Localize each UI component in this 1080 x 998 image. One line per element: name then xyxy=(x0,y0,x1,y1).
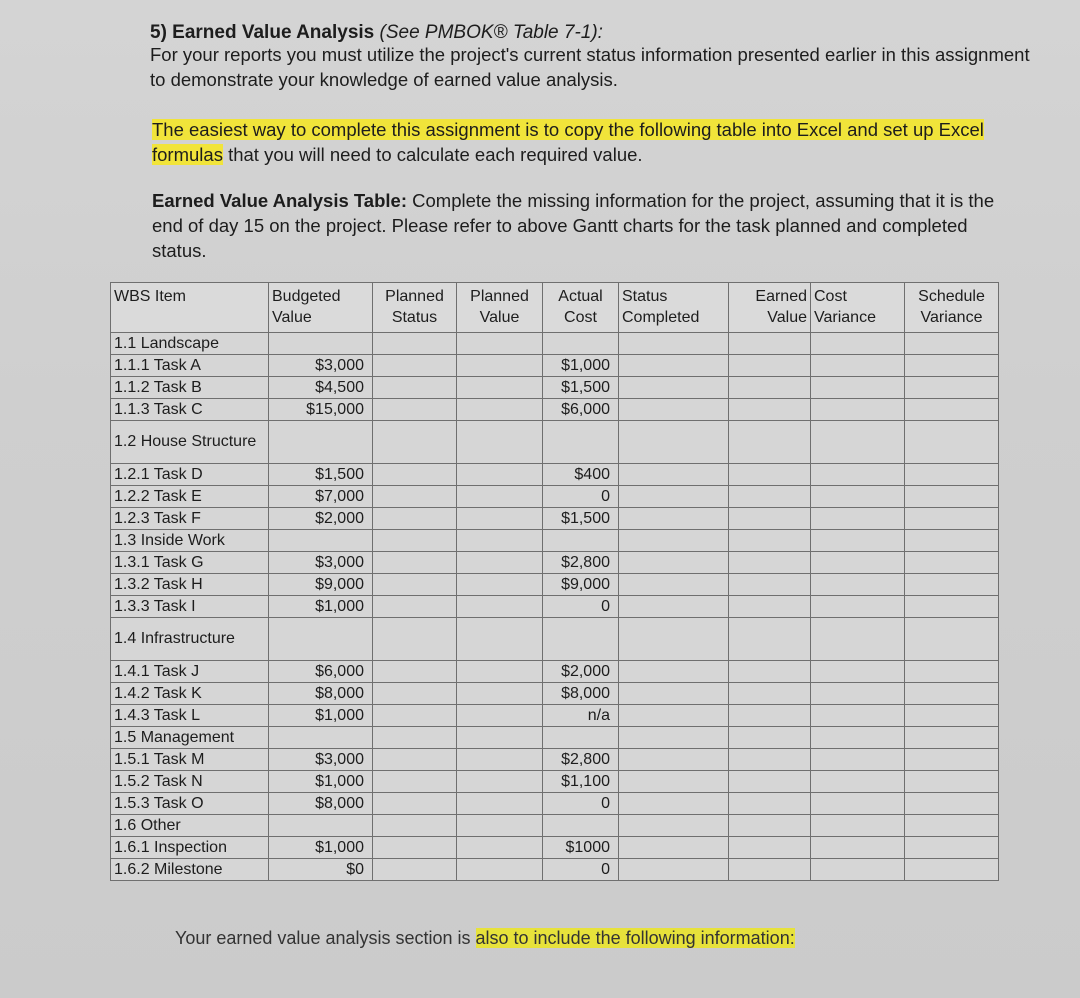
earned-value-table xyxy=(110,282,999,881)
earned-value-cell xyxy=(729,793,811,815)
budgeted-value-cell: $1,000 xyxy=(269,771,373,793)
schedule-variance-cell xyxy=(905,596,999,618)
actual-cost-cell: $2,000 xyxy=(543,661,619,683)
table-row xyxy=(111,333,999,355)
actual-cost-cell: $8,000 xyxy=(543,683,619,705)
schedule-variance-cell xyxy=(905,486,999,508)
earned-value-cell xyxy=(729,355,811,377)
table-row xyxy=(111,421,999,464)
cost-variance-cell xyxy=(811,574,905,596)
earned-value-cell xyxy=(729,574,811,596)
planned-status-cell xyxy=(373,859,457,881)
budgeted-value-cell xyxy=(269,333,373,355)
wbs-item-cell: 1.2.1 Task D xyxy=(111,464,269,486)
planned-status-cell xyxy=(373,727,457,749)
budgeted-value-cell: $1,000 xyxy=(269,705,373,727)
cost-variance-cell xyxy=(811,596,905,618)
planned-value-cell xyxy=(457,508,543,530)
cost-variance-cell xyxy=(811,333,905,355)
planned-status-cell xyxy=(373,815,457,837)
wbs-item-cell: 1.6.2 Milestone xyxy=(111,859,269,881)
earned-value-cell xyxy=(729,815,811,837)
budgeted-value-cell xyxy=(269,530,373,552)
schedule-variance-cell xyxy=(905,530,999,552)
table-row xyxy=(111,837,999,859)
planned-value-cell xyxy=(457,705,543,727)
schedule-variance-cell xyxy=(905,552,999,574)
actual-cost-cell: $9,000 xyxy=(543,574,619,596)
status-completed-cell xyxy=(619,727,729,749)
budgeted-value-cell xyxy=(269,815,373,837)
table-row xyxy=(111,486,999,508)
table-row xyxy=(111,749,999,771)
planned-value-cell xyxy=(457,749,543,771)
planned-value-cell xyxy=(457,464,543,486)
wbs-item-cell: 1.1 Landscape xyxy=(111,333,269,355)
planned-status-cell xyxy=(373,574,457,596)
planned-status-cell xyxy=(373,508,457,530)
wbs-item-cell: 1.3.2 Task H xyxy=(111,574,269,596)
earned-value-cell xyxy=(729,530,811,552)
status-completed-cell xyxy=(619,859,729,881)
table-row xyxy=(111,596,999,618)
table-row xyxy=(111,661,999,683)
budgeted-value-cell: $1,000 xyxy=(269,837,373,859)
tip-rest: that you will need to calculate each required value. xyxy=(222,144,643,165)
planned-value-cell xyxy=(457,618,543,661)
status-completed-cell xyxy=(619,464,729,486)
budgeted-value-cell: $0 xyxy=(269,859,373,881)
col-header: Cost Variance xyxy=(811,283,905,333)
budgeted-value-cell: $6,000 xyxy=(269,661,373,683)
table-row xyxy=(111,530,999,552)
wbs-item-cell: 1.4 Infrastructure xyxy=(111,618,269,661)
table-row xyxy=(111,377,999,399)
budgeted-value-cell: $1,000 xyxy=(269,596,373,618)
planned-status-cell xyxy=(373,837,457,859)
earned-value-cell xyxy=(729,618,811,661)
wbs-item-cell: 1.3.3 Task I xyxy=(111,596,269,618)
earned-value-cell xyxy=(729,552,811,574)
table-row xyxy=(111,464,999,486)
planned-status-cell xyxy=(373,661,457,683)
table-row xyxy=(111,815,999,837)
actual-cost-cell: 0 xyxy=(543,596,619,618)
planned-value-cell xyxy=(457,815,543,837)
planned-value-cell xyxy=(457,661,543,683)
schedule-variance-cell xyxy=(905,837,999,859)
table-instructions xyxy=(152,188,1012,263)
actual-cost-cell xyxy=(543,333,619,355)
cost-variance-cell xyxy=(811,771,905,793)
actual-cost-cell: 0 xyxy=(543,793,619,815)
col-header: Budgeted Value xyxy=(269,283,373,333)
actual-cost-cell: $400 xyxy=(543,464,619,486)
wbs-item-cell: 1.4.2 Task K xyxy=(111,683,269,705)
cost-variance-cell xyxy=(811,683,905,705)
schedule-variance-cell xyxy=(905,333,999,355)
planned-value-cell xyxy=(457,377,543,399)
cost-variance-cell xyxy=(811,486,905,508)
planned-value-cell xyxy=(457,596,543,618)
actual-cost-cell: $1000 xyxy=(543,837,619,859)
earned-value-cell xyxy=(729,859,811,881)
planned-status-cell xyxy=(373,399,457,421)
col-header: Planned Status xyxy=(373,283,457,333)
actual-cost-cell: $1,500 xyxy=(543,508,619,530)
earned-value-cell xyxy=(729,377,811,399)
schedule-variance-cell xyxy=(905,421,999,464)
earned-value-cell xyxy=(729,333,811,355)
earned-value-cell xyxy=(729,837,811,859)
planned-value-cell xyxy=(457,333,543,355)
wbs-item-cell: 1.4.1 Task J xyxy=(111,661,269,683)
status-completed-cell xyxy=(619,705,729,727)
planned-status-cell xyxy=(373,596,457,618)
table-row xyxy=(111,399,999,421)
col-header: Status Completed xyxy=(619,283,729,333)
planned-status-cell xyxy=(373,771,457,793)
status-completed-cell xyxy=(619,486,729,508)
planned-status-cell xyxy=(373,552,457,574)
status-completed-cell xyxy=(619,661,729,683)
cost-variance-cell xyxy=(811,464,905,486)
actual-cost-cell xyxy=(543,815,619,837)
table-row xyxy=(111,355,999,377)
status-completed-cell xyxy=(619,574,729,596)
budgeted-value-cell: $8,000 xyxy=(269,793,373,815)
schedule-variance-cell xyxy=(905,727,999,749)
planned-status-cell xyxy=(373,464,457,486)
wbs-item-cell: 1.2.3 Task F xyxy=(111,508,269,530)
cost-variance-cell xyxy=(811,421,905,464)
col-header: Actual Cost xyxy=(543,283,619,333)
budgeted-value-cell: $15,000 xyxy=(269,399,373,421)
status-completed-cell xyxy=(619,399,729,421)
table-row xyxy=(111,727,999,749)
planned-value-cell xyxy=(457,837,543,859)
table-row xyxy=(111,618,999,661)
status-completed-cell xyxy=(619,508,729,530)
planned-status-cell xyxy=(373,486,457,508)
planned-status-cell xyxy=(373,333,457,355)
earned-value-cell xyxy=(729,508,811,530)
col-header: Planned Value xyxy=(457,283,543,333)
col-header: WBS Item xyxy=(111,283,269,333)
table-row xyxy=(111,705,999,727)
cost-variance-cell xyxy=(811,530,905,552)
planned-value-cell xyxy=(457,771,543,793)
actual-cost-cell: $1,100 xyxy=(543,771,619,793)
cost-variance-cell xyxy=(811,508,905,530)
wbs-item-cell: 1.4.3 Task L xyxy=(111,705,269,727)
cost-variance-cell xyxy=(811,355,905,377)
planned-status-cell xyxy=(373,618,457,661)
actual-cost-cell: $2,800 xyxy=(543,552,619,574)
actual-cost-cell: $1,500 xyxy=(543,377,619,399)
intro-paragraph: For your reports you must utilize the project's current status information presented earlier in this assignment to demonstrate your knowledge of earned value analysis. xyxy=(150,44,1030,90)
table-row xyxy=(111,793,999,815)
planned-value-cell xyxy=(457,793,543,815)
earned-value-cell xyxy=(729,399,811,421)
status-completed-cell xyxy=(619,793,729,815)
schedule-variance-cell xyxy=(905,377,999,399)
table-title-bold: Earned Value Analysis Table: xyxy=(152,190,407,211)
budgeted-value-cell: $3,000 xyxy=(269,552,373,574)
budgeted-value-cell: $2,000 xyxy=(269,508,373,530)
planned-status-cell xyxy=(373,421,457,464)
actual-cost-cell: $6,000 xyxy=(543,399,619,421)
wbs-item-cell: 1.5.2 Task N xyxy=(111,771,269,793)
budgeted-value-cell xyxy=(269,727,373,749)
schedule-variance-cell xyxy=(905,771,999,793)
cost-variance-cell xyxy=(811,399,905,421)
budgeted-value-cell: $3,000 xyxy=(269,749,373,771)
schedule-variance-cell xyxy=(905,508,999,530)
earned-value-cell xyxy=(729,596,811,618)
schedule-variance-cell xyxy=(905,661,999,683)
status-completed-cell xyxy=(619,377,729,399)
planned-status-cell xyxy=(373,530,457,552)
footer-text xyxy=(175,928,975,949)
wbs-item-cell: 1.5.1 Task M xyxy=(111,749,269,771)
wbs-item-cell: 1.2 House Structure xyxy=(111,421,269,464)
earned-value-cell xyxy=(729,705,811,727)
wbs-item-cell: 1.1.1 Task A xyxy=(111,355,269,377)
actual-cost-cell: 0 xyxy=(543,486,619,508)
planned-status-cell xyxy=(373,683,457,705)
table-header-row xyxy=(111,283,999,333)
status-completed-cell xyxy=(619,618,729,661)
status-completed-cell xyxy=(619,837,729,859)
status-completed-cell xyxy=(619,771,729,793)
wbs-item-cell: 1.6 Other xyxy=(111,815,269,837)
planned-status-cell xyxy=(373,793,457,815)
cost-variance-cell xyxy=(811,837,905,859)
schedule-variance-cell xyxy=(905,705,999,727)
table-row xyxy=(111,508,999,530)
wbs-item-cell: 1.6.1 Inspection xyxy=(111,837,269,859)
status-completed-cell xyxy=(619,815,729,837)
schedule-variance-cell xyxy=(905,749,999,771)
actual-cost-cell: 0 xyxy=(543,859,619,881)
cost-variance-cell xyxy=(811,749,905,771)
cost-variance-cell xyxy=(811,793,905,815)
table-row xyxy=(111,859,999,881)
planned-status-cell xyxy=(373,377,457,399)
status-completed-cell xyxy=(619,333,729,355)
actual-cost-cell: $1,000 xyxy=(543,355,619,377)
col-header: Earned Value xyxy=(729,283,811,333)
budgeted-value-cell: $7,000 xyxy=(269,486,373,508)
tip-paragraph xyxy=(152,117,992,167)
earned-value-cell xyxy=(729,421,811,464)
actual-cost-cell: $2,800 xyxy=(543,749,619,771)
earned-value-cell xyxy=(729,683,811,705)
planned-value-cell xyxy=(457,399,543,421)
planned-value-cell xyxy=(457,727,543,749)
earned-value-cell xyxy=(729,749,811,771)
cost-variance-cell xyxy=(811,618,905,661)
earned-value-cell xyxy=(729,464,811,486)
budgeted-value-cell: $1,500 xyxy=(269,464,373,486)
section-title: 5) Earned Value Analysis xyxy=(150,22,375,43)
cost-variance-cell xyxy=(811,377,905,399)
budgeted-value-cell: $3,000 xyxy=(269,355,373,377)
schedule-variance-cell xyxy=(905,355,999,377)
wbs-item-cell: 1.1.2 Task B xyxy=(111,377,269,399)
table-row xyxy=(111,574,999,596)
schedule-variance-cell xyxy=(905,618,999,661)
actual-cost-cell: n/a xyxy=(543,705,619,727)
cost-variance-cell xyxy=(811,815,905,837)
footer-plain: Your earned value analysis section is xyxy=(175,928,476,948)
schedule-variance-cell xyxy=(905,815,999,837)
wbs-item-cell: 1.5 Management xyxy=(111,727,269,749)
schedule-variance-cell xyxy=(905,464,999,486)
actual-cost-cell xyxy=(543,618,619,661)
planned-status-cell xyxy=(373,749,457,771)
planned-value-cell xyxy=(457,574,543,596)
status-completed-cell xyxy=(619,355,729,377)
tip-highlight: The easiest way to complete this assignment is to copy the following table into Excel and set up Excel formulas xyxy=(152,119,984,165)
wbs-item-cell: 1.2.2 Task E xyxy=(111,486,269,508)
earned-value-cell xyxy=(729,486,811,508)
planned-value-cell xyxy=(457,486,543,508)
status-completed-cell xyxy=(619,596,729,618)
planned-value-cell xyxy=(457,859,543,881)
cost-variance-cell xyxy=(811,727,905,749)
budgeted-value-cell: $9,000 xyxy=(269,574,373,596)
table-row xyxy=(111,771,999,793)
cost-variance-cell xyxy=(811,705,905,727)
schedule-variance-cell xyxy=(905,683,999,705)
earned-value-cell xyxy=(729,661,811,683)
status-completed-cell xyxy=(619,530,729,552)
budgeted-value-cell: $4,500 xyxy=(269,377,373,399)
planned-value-cell xyxy=(457,355,543,377)
cost-variance-cell xyxy=(811,661,905,683)
schedule-variance-cell xyxy=(905,859,999,881)
budgeted-value-cell xyxy=(269,421,373,464)
wbs-item-cell: 1.1.3 Task C xyxy=(111,399,269,421)
footer-highlight: also to include the following information: xyxy=(475,928,795,948)
schedule-variance-cell xyxy=(905,793,999,815)
cost-variance-cell xyxy=(811,552,905,574)
table-row xyxy=(111,683,999,705)
planned-value-cell xyxy=(457,552,543,574)
budgeted-value-cell xyxy=(269,618,373,661)
cost-variance-cell xyxy=(811,859,905,881)
planned-status-cell xyxy=(373,705,457,727)
planned-status-cell xyxy=(373,355,457,377)
earned-value-cell xyxy=(729,727,811,749)
schedule-variance-cell xyxy=(905,574,999,596)
schedule-variance-cell xyxy=(905,399,999,421)
wbs-item-cell: 1.5.3 Task O xyxy=(111,793,269,815)
status-completed-cell xyxy=(619,421,729,464)
planned-value-cell xyxy=(457,683,543,705)
actual-cost-cell xyxy=(543,421,619,464)
planned-value-cell xyxy=(457,530,543,552)
table-title-rest: Complete the missing information for the project, assuming that it is the end of day 15 on the project. Please refer to above Gantt charts for the task planned and completed status. xyxy=(152,190,995,261)
budgeted-value-cell: $8,000 xyxy=(269,683,373,705)
actual-cost-cell xyxy=(543,727,619,749)
status-completed-cell xyxy=(619,749,729,771)
col-header: Schedule Variance xyxy=(905,283,999,333)
pmbok-reference: (See PMBOK® Table 7-1): xyxy=(379,22,603,43)
table-row xyxy=(111,552,999,574)
wbs-item-cell: 1.3 Inside Work xyxy=(111,530,269,552)
status-completed-cell xyxy=(619,683,729,705)
status-completed-cell xyxy=(619,552,729,574)
wbs-item-cell: 1.3.1 Task G xyxy=(111,552,269,574)
earned-value-cell xyxy=(729,771,811,793)
actual-cost-cell xyxy=(543,530,619,552)
planned-value-cell xyxy=(457,421,543,464)
